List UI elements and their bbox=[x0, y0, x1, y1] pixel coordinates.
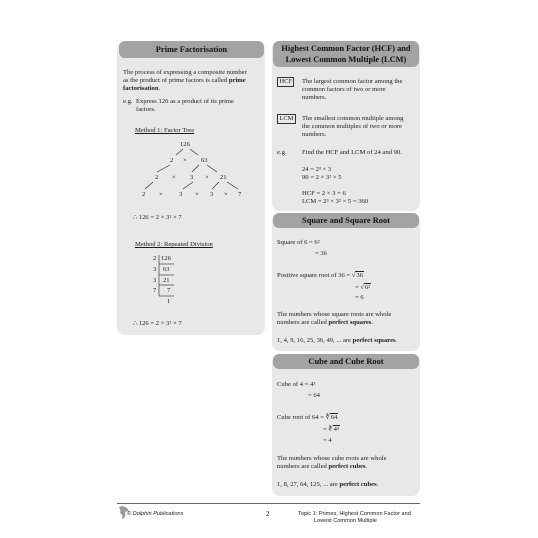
cube-root-step: = ∛4³ bbox=[323, 426, 339, 433]
header-text: Square and Square Root bbox=[302, 216, 390, 225]
header-line: Lowest Common Multiple (LCM) bbox=[285, 55, 407, 64]
root-prefix: Cube root of 64 = bbox=[277, 414, 324, 421]
result-method2: ∴ 126 = 2 × 3² × 7 bbox=[133, 320, 182, 327]
tree-node: 3 bbox=[179, 191, 183, 198]
square-root-step: = √6² bbox=[355, 284, 371, 291]
radicand: 36 bbox=[356, 272, 364, 279]
definition-text bbox=[123, 69, 247, 94]
topic-line: Lowest Common Multiple bbox=[314, 517, 377, 524]
square-example-result: = 36 bbox=[315, 250, 327, 257]
hcf-example-label: e.g. bbox=[277, 149, 287, 156]
working-line: 24 = 2³ × 3 bbox=[302, 166, 332, 173]
publisher-name: © Dolphin Publications bbox=[127, 511, 184, 517]
result-line: LCM = 2³ × 3² × 5 = 360 bbox=[302, 198, 369, 206]
header-text: Prime Factorisation bbox=[155, 45, 228, 54]
working-line: 90 = 2 × 3² × 5 bbox=[302, 174, 342, 182]
topic-line: Topic 1: Primes, Highest Common Factor and bbox=[298, 511, 411, 517]
result-method1: ∴ 126 = 2 × 3² × 7 bbox=[133, 214, 182, 221]
tree-node: 63 bbox=[201, 157, 208, 164]
equals: = bbox=[323, 426, 327, 433]
division-divisor: 3 bbox=[153, 277, 157, 284]
tree-node: 2 bbox=[142, 191, 146, 198]
example-label: e.g. bbox=[123, 98, 133, 105]
perfect-squares-list: 1, 4, 9, 16, 25, 36, 49, ... are perfect squares. bbox=[277, 337, 398, 344]
square-example bbox=[277, 239, 320, 247]
result-line: HCF = 2 × 3 = 6 bbox=[302, 190, 346, 197]
tree-node: 2 bbox=[155, 174, 159, 181]
square-panel bbox=[272, 213, 420, 351]
lcm-definition bbox=[302, 115, 403, 140]
perfect-cubes-list: 1, 8, 27, 64, 125, ... are perfect cubes. bbox=[277, 481, 379, 488]
hcf-line: The largest common factor among the bbox=[302, 78, 403, 85]
perfect-cubes-definition bbox=[277, 455, 387, 471]
example-line: factors. bbox=[136, 106, 156, 114]
method2-title: Method 2: Repeated Division bbox=[135, 241, 213, 248]
tree-node: 3 bbox=[210, 191, 214, 198]
tree-times: × bbox=[159, 191, 163, 198]
hcf-tag: HCF bbox=[277, 77, 294, 87]
hcf-definition bbox=[302, 78, 402, 103]
tree-node: 21 bbox=[220, 174, 227, 181]
tree-times: × bbox=[195, 191, 199, 198]
hcf-lcm-header bbox=[273, 41, 419, 67]
cube-root-line: Cube root of 64 = ∛64 bbox=[277, 414, 338, 421]
definition-line: numbers are called perfect squares. bbox=[277, 319, 374, 327]
square-root-line: Positive square root of 36 = √36 bbox=[277, 272, 364, 279]
definition-line: The process of expressing a composite number bbox=[123, 69, 247, 76]
factor-tree-lines bbox=[117, 138, 265, 208]
division-quotient: 126 bbox=[161, 255, 171, 262]
definition-line: The numbers whose cube roots are whole bbox=[277, 455, 387, 462]
definition-line: as the product of prime factors is called prime bbox=[123, 77, 246, 85]
lcm-line: The smallest common multiple among bbox=[302, 115, 404, 122]
cube-root-result: = 4 bbox=[323, 437, 332, 444]
definition-line: numbers are called perfect cubes. bbox=[277, 463, 368, 471]
cube-panel bbox=[272, 354, 420, 496]
definition-line: The numbers whose square roots are whole bbox=[277, 311, 392, 318]
repeated-division bbox=[150, 254, 190, 310]
lcm-tag: LCM bbox=[277, 114, 296, 124]
division-divisor: 2 bbox=[153, 255, 157, 262]
tree-node: 3 bbox=[190, 174, 194, 181]
radicand: 6² bbox=[365, 284, 371, 291]
tree-times: × bbox=[224, 191, 228, 198]
tree-node: 7 bbox=[238, 191, 242, 198]
division-quotient: 1 bbox=[167, 298, 171, 305]
division-divisor: 3 bbox=[153, 266, 157, 273]
hcf-line: numbers. bbox=[302, 94, 327, 102]
header-text: Cube and Cube Root bbox=[308, 357, 384, 366]
cube-example-result: = 64 bbox=[308, 392, 320, 399]
factor-tree bbox=[117, 138, 265, 208]
hcf-line: common factors of two or more bbox=[302, 86, 386, 94]
square-line: Square of 6 = 6² bbox=[277, 239, 320, 246]
footer-rule bbox=[117, 503, 420, 504]
root-prefix: Positive square root of 36 = bbox=[277, 272, 351, 279]
square-header bbox=[273, 213, 419, 228]
definition-line: factorisation. bbox=[123, 85, 161, 93]
page-number: 2 bbox=[266, 510, 270, 518]
division-divisor: 7 bbox=[153, 287, 157, 294]
cube-header bbox=[273, 354, 419, 369]
tree-node-126: 126 bbox=[180, 141, 190, 148]
example-text bbox=[136, 98, 234, 114]
hcf-result bbox=[302, 190, 368, 206]
topic-title bbox=[298, 511, 411, 525]
radicand: 64 bbox=[330, 414, 338, 421]
hcf-example-text: Find the HCF and LCM of 24 and 90. bbox=[302, 149, 402, 156]
division-quotient: 63 bbox=[163, 266, 170, 273]
hcf-working bbox=[302, 166, 342, 182]
method1-title: Method 1: Factor Tree bbox=[135, 127, 195, 134]
lcm-line: the common multiples of two or more bbox=[302, 123, 402, 131]
tree-times: × bbox=[183, 157, 187, 164]
perfect-squares-definition bbox=[277, 311, 391, 327]
equals: = bbox=[355, 284, 359, 291]
example-line: Express 126 as a product of its prime bbox=[136, 98, 234, 105]
cube-example: Cube of 4 = 4³ bbox=[277, 381, 316, 388]
square-root-result: = 6 bbox=[355, 294, 364, 301]
radicand: 4³ bbox=[333, 426, 339, 433]
tree-times: × bbox=[172, 174, 176, 181]
division-quotient: 21 bbox=[163, 277, 170, 284]
prime-factorisation-header bbox=[119, 41, 264, 58]
tree-node: 2 bbox=[170, 157, 174, 164]
division-quotient: 7 bbox=[167, 287, 171, 294]
tree-times: × bbox=[205, 174, 209, 181]
lcm-line: numbers. bbox=[302, 131, 327, 139]
header-line: Highest Common Factor (HCF) and bbox=[281, 44, 411, 53]
